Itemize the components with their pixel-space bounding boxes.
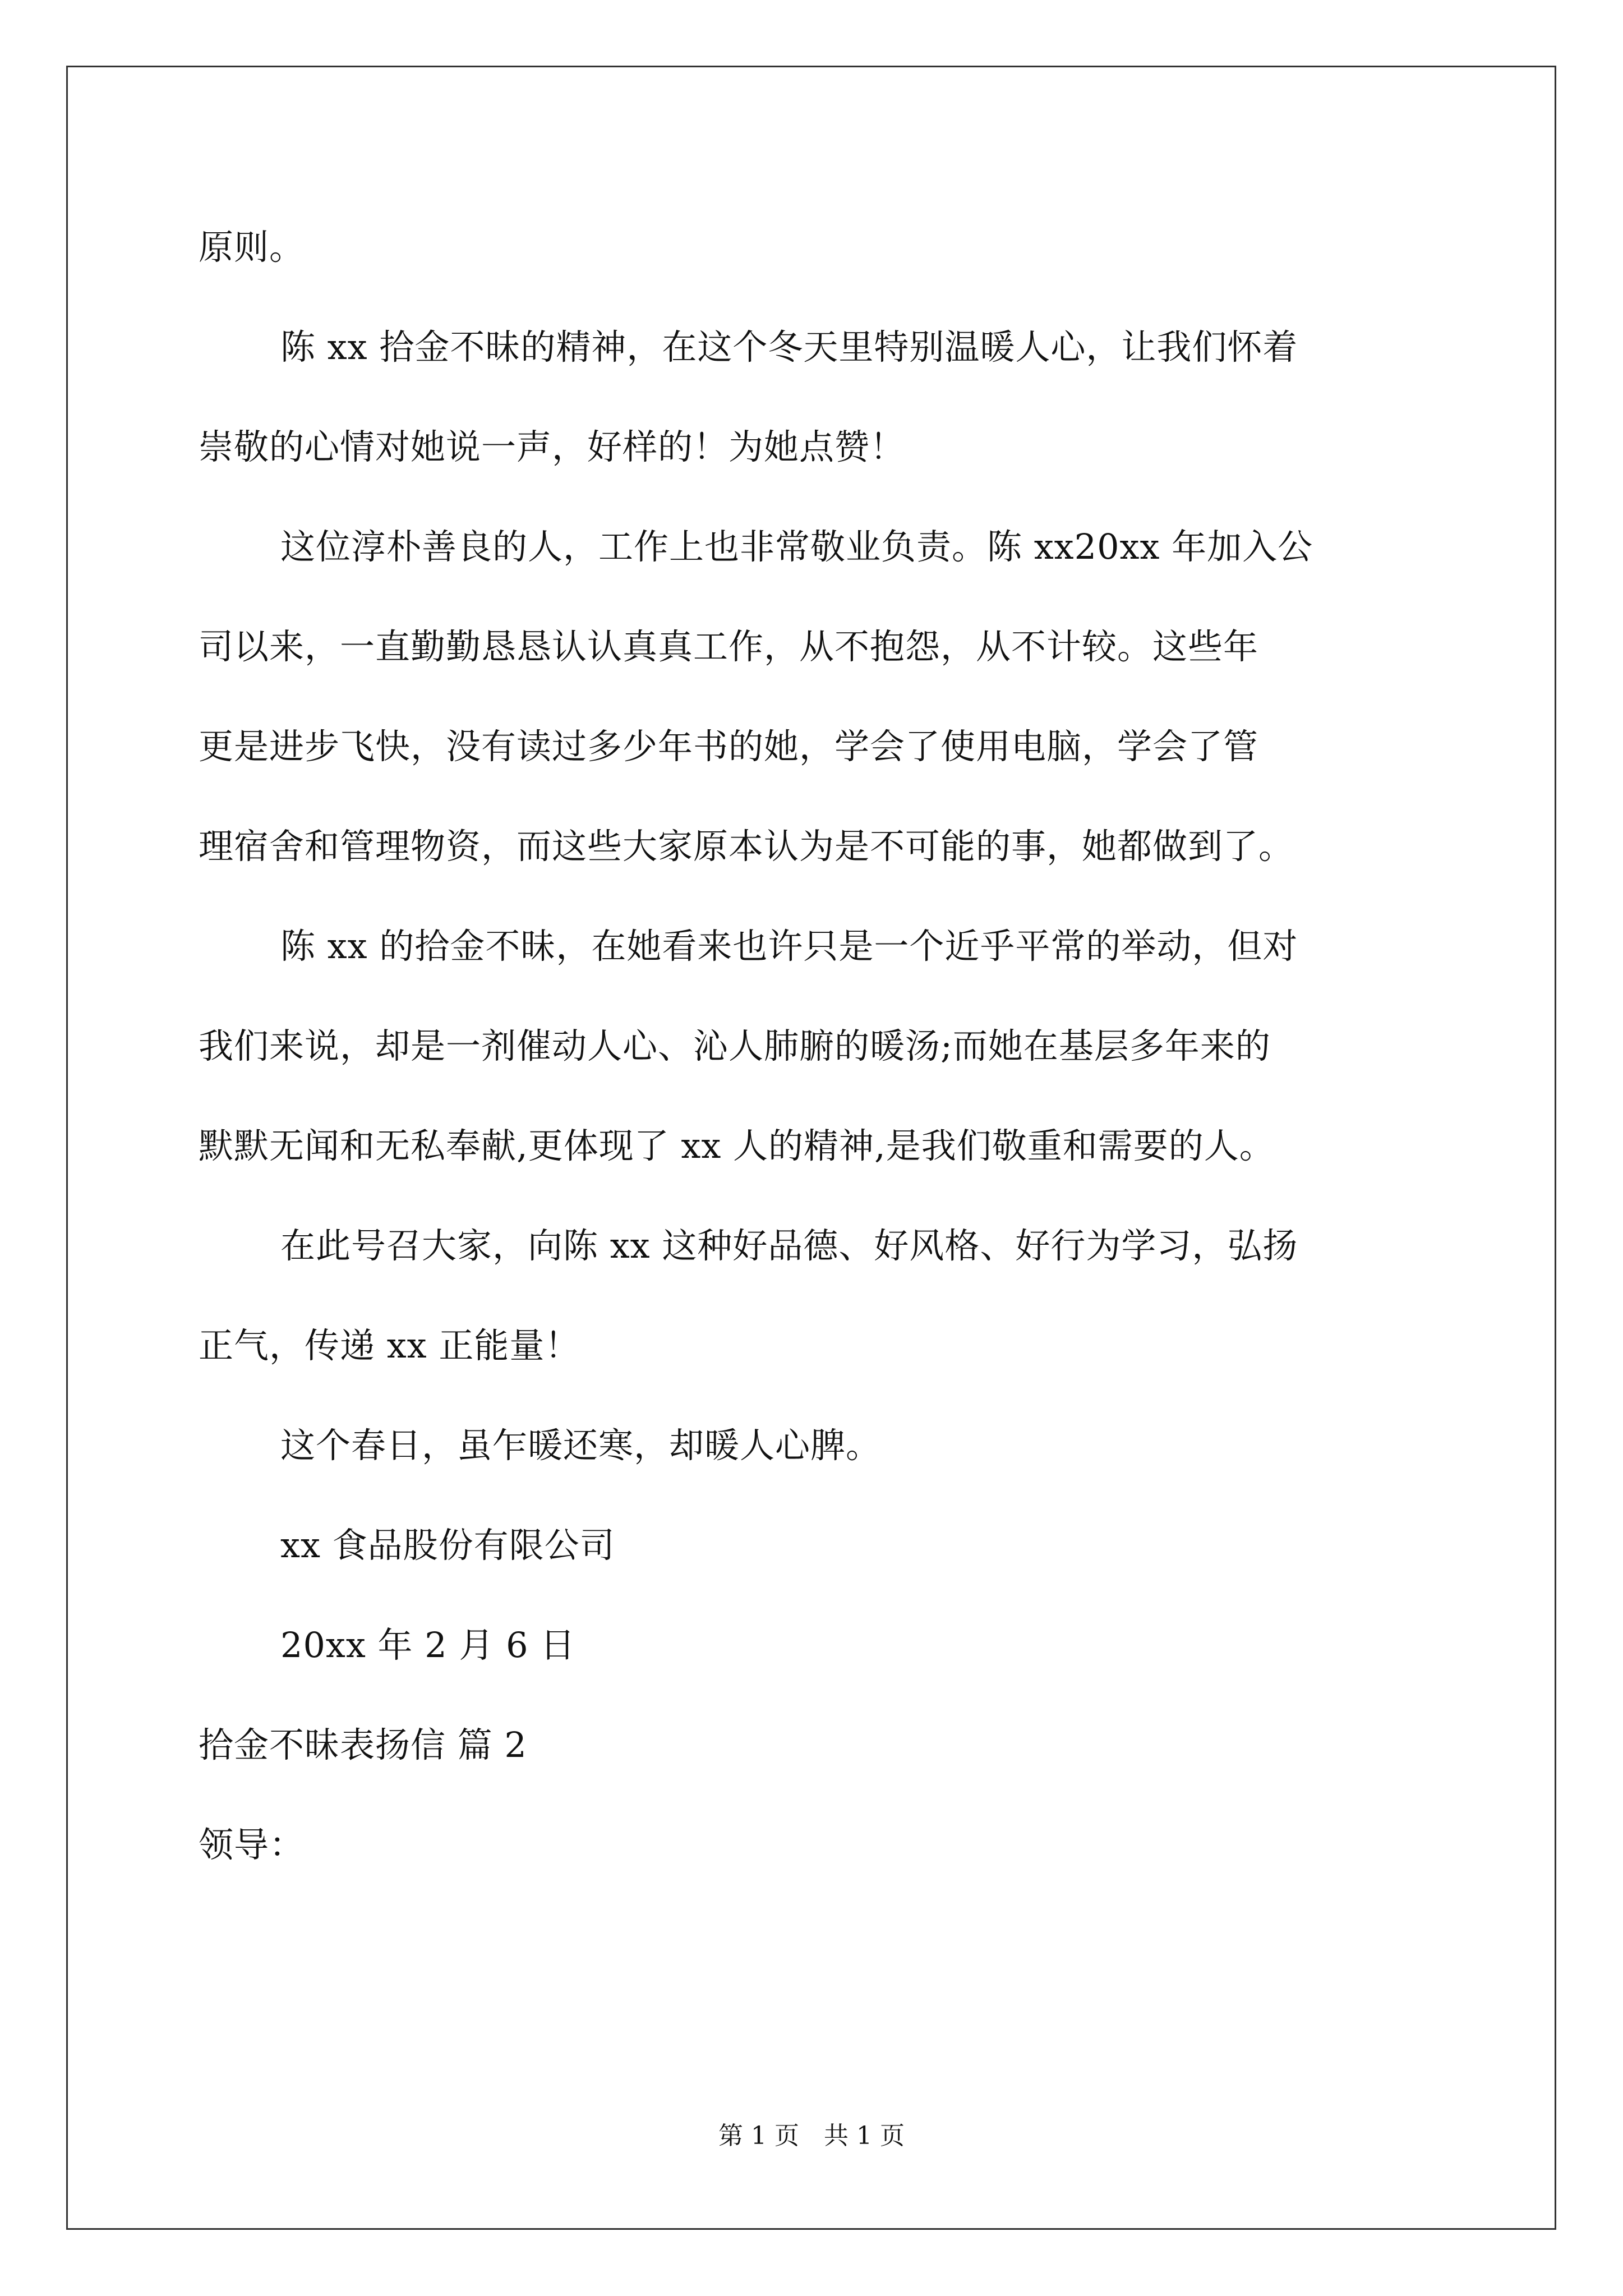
text-line: 这位淳朴善良的人，工作上也非常敬业负责。陈 xx20xx 年加入公 [280, 526, 1313, 567]
document-body [199, 197, 1427, 1895]
salutation: 领导： [199, 1824, 305, 1865]
section-heading: 拾金不昧表扬信 篇 2 [199, 1724, 527, 1765]
text-line: 正气，传递 xx 正能量！ [199, 1325, 580, 1366]
text-line: 陈 xx 拾金不昧的精神，在这个冬天里特别温暖人心，让我们怀着 [280, 326, 1298, 367]
text-line: 更是进步飞快，没有读过多少年书的她，学会了使用电脑，学会了管 [199, 726, 1259, 767]
text-line: 在此号召大家，向陈 xx 这种好品德、好风格、好行为学习，弘扬 [280, 1225, 1298, 1266]
text-line: 默默无闻和无私奉献,更体现了 xx 人的精神,是我们敬重和需要的人。 [199, 1125, 1275, 1166]
text-line: 崇敬的心情对她说一声，好样的！为她点赞！ [199, 426, 906, 467]
page-footer: 第 1 页 共 1 页 [718, 2122, 905, 2150]
signature-date: 20xx 年 2 月 6 日 [280, 1625, 576, 1665]
text-line: 这个春日，虽乍暖还寒，却暖人心脾。 [280, 1425, 882, 1466]
text-line: 理宿舍和管理物资，而这些大家原本认为是不可能的事，她都做到了。 [199, 826, 1294, 867]
text-line: 司以来，一直勤勤恳恳认认真真工作，从不抱怨，从不计较。这些年 [199, 626, 1259, 667]
text-line: 陈 xx 的拾金不昧，在她看来也许只是一个近乎平常的举动，但对 [280, 926, 1298, 967]
text-line: 我们来说，却是一剂催动人心、沁人肺腑的暖汤;而她在基层多年来的 [199, 1025, 1271, 1066]
signature-company: xx 食品股份有限公司 [280, 1525, 615, 1566]
text-line: 原则。 [199, 227, 305, 268]
